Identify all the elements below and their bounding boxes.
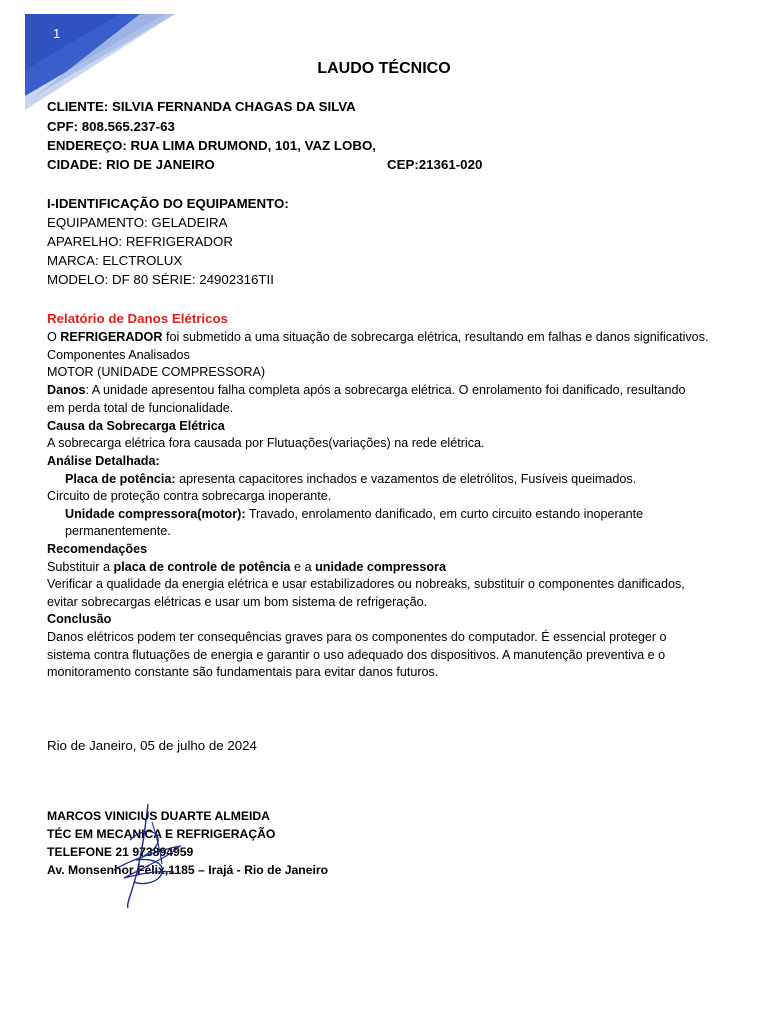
conclusion-line-2: sistema contra flutuações de energia e garantir o uso adequado dos dispositivos. A manutenção preventiva e o — [47, 648, 666, 662]
page-number: 1 — [53, 26, 61, 41]
signer-name: MARCOS VINICIUS DUARTE ALMEIDA — [47, 809, 270, 823]
recommendations-heading: Recomendações — [47, 542, 148, 556]
equipment-heading: I-IDENTIFICAÇÃO DO EQUIPAMENTO: — [47, 196, 289, 211]
conclusion-line-1: Danos elétricos podem ter consequências graves para os componentes do computador. É essencial proteger o — [47, 630, 667, 644]
client-cpf: CPF: 808.565.237-63 — [47, 119, 175, 134]
page-title: LAUDO TÉCNICO — [317, 60, 451, 77]
signer-address: Av. Monsenhor Félix,1185 – Irajá - Rio de Janeiro — [47, 863, 329, 877]
unidade-line-2: permanentemente. — [65, 524, 171, 538]
equipment-type: EQUIPAMENTO: GELADEIRA — [47, 215, 228, 230]
cause-text: A sobrecarga elétrica fora causada por Flutuações(variações) na rede elétrica. — [47, 436, 485, 450]
danos-line: Danos: A unidade apresentou falha completa após a sobrecarga elétrica. O enrolamento foi danificado, resultando — [47, 383, 686, 397]
motor-label: MOTOR (UNIDADE COMPRESSORA) — [47, 365, 266, 379]
placa-line: Placa de potência: apresenta capacitores inchados e vazamentos de eletrólitos, Fusíveis queimados. — [65, 472, 637, 486]
danos-line-2: em perda total de funcionalidade. — [47, 401, 234, 415]
conclusion-line-3: monitoramento constante são fundamentais para evitar danos futuros. — [47, 665, 439, 679]
client-cep: CEP:21361-020 — [387, 157, 483, 172]
signer-phone: TELEFONE 21 973894959 — [47, 845, 194, 859]
recommendation-2-cont: evitar sobrecargas elétricas e usar um bom sistema de refrigeração. — [47, 595, 428, 609]
equipment-brand: MARCA: ELCTROLUX — [47, 253, 183, 268]
analysis-heading: Análise Detalhada: — [47, 454, 160, 468]
recommendation-1: Substituir a placa de controle de potência e a unidade compressora — [47, 560, 446, 574]
conclusion-heading: Conclusão — [47, 612, 112, 626]
client-city-line — [47, 157, 547, 172]
date-line: Rio de Janeiro, 05 de julho de 2024 — [47, 738, 257, 753]
client-address: ENDEREÇO: RUA LIMA DRUMOND, 101, VAZ LOBO, — [47, 138, 376, 153]
handwritten-signature — [100, 800, 190, 910]
circuit-line: Circuito de proteção contra sobrecarga inoperante. — [47, 489, 332, 503]
unidade-line: Unidade compressora(motor): Travado, enrolamento danificado, em curto circuito estando inoperante — [65, 507, 644, 521]
report-heading: Relatório de Danos Elétricos — [47, 311, 229, 326]
equipment-model: MODELO: DF 80 SÉRIE: 24902316TII — [47, 272, 274, 287]
recommendation-2: Verificar a qualidade da energia elétrica e usar estabilizadores ou nobreaks, substituir o componentes danificados, — [47, 577, 685, 591]
equipment-device: APARELHO: REFRIGERADOR — [47, 234, 233, 249]
cause-heading: Causa da Sobrecarga Elétrica — [47, 419, 225, 433]
components-label: Componentes Analisados — [47, 348, 190, 362]
report-intro: O REFRIGERADOR foi submetido a uma situação de sobrecarga elétrica, resultando em falhas e danos significativos. — [47, 330, 709, 344]
client-city: CIDADE: RIO DE JANEIRO — [47, 157, 215, 172]
client-name: CLIENTE: SILVIA FERNANDA CHAGAS DA SILVA — [47, 99, 356, 114]
signer-role: TÉC EM MECANICA E REFRIGERAÇÃO — [47, 827, 276, 841]
